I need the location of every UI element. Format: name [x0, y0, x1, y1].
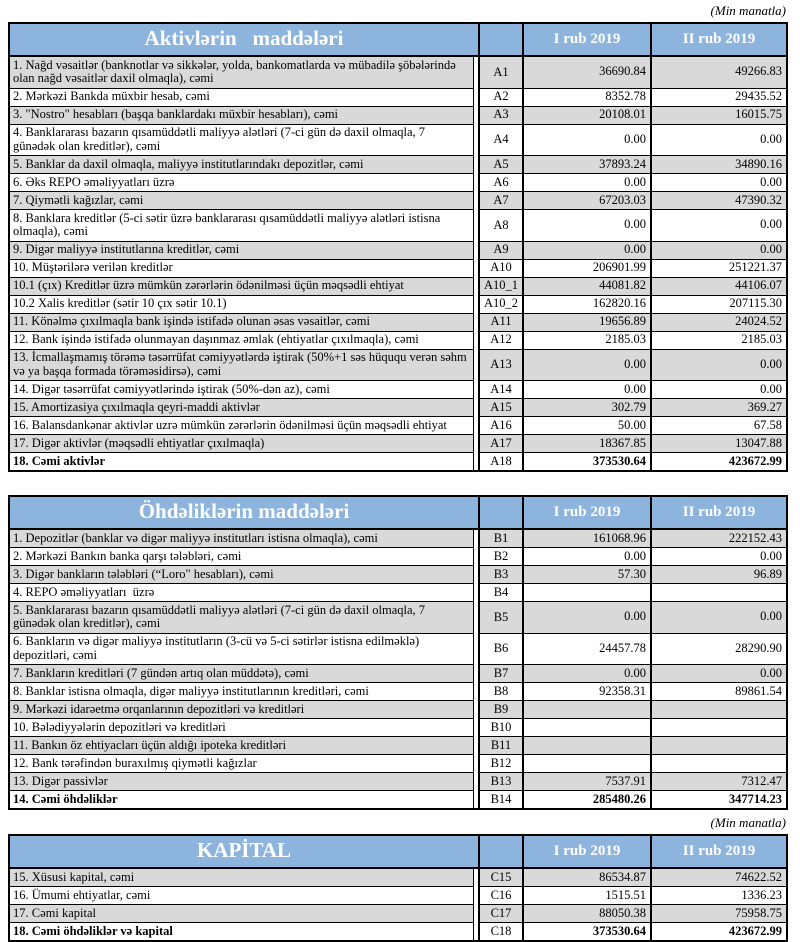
row-value-period1: 0.00 [523, 548, 651, 566]
table-row [9, 665, 787, 683]
table-row [9, 124, 787, 156]
row-value-period1: 67203.03 [523, 192, 651, 210]
table-row [9, 192, 787, 210]
row-value-period1: 8352.78 [523, 88, 651, 106]
row-code: A10 [479, 259, 523, 277]
assets-header-row [9, 23, 787, 56]
table-gap [8, 472, 786, 492]
row-value-period2 [651, 737, 787, 755]
row-description: 14. Digər təsərrüfat cəmiyyətlərində iştirak (50%-dən az), cəmi [9, 381, 473, 399]
liabilities-header-row [9, 496, 787, 529]
row-code: B8 [479, 683, 523, 701]
code-column-header [479, 835, 523, 868]
table-row [9, 755, 787, 773]
row-description: 2. Mərkəzi Bankın banka qarşı tələbləri, cəmi [9, 548, 473, 566]
period2-column-header: II rub 2019 [651, 835, 787, 868]
row-value-period2: 16015.75 [651, 106, 787, 124]
row-value-period2: 67.58 [651, 417, 787, 435]
row-value-period1: 0.00 [523, 174, 651, 192]
table-row [9, 719, 787, 737]
row-code: A16 [479, 417, 523, 435]
row-description: 17. Cəmi kapital [9, 905, 473, 923]
row-description: 9. Mərkəzi idarəetmə orqanlarının depozitləri və kreditləri [9, 701, 473, 719]
row-description: 15. Amortizasiya çıxılmaqla qeyri-maddi aktivlər [9, 399, 473, 417]
row-value-period2: 1336.23 [651, 887, 787, 905]
capital-title: KAPİTAL [9, 835, 479, 868]
row-value-period1 [523, 737, 651, 755]
row-value-period1: 19656.89 [523, 313, 651, 331]
row-value-period1: 161068.96 [523, 529, 651, 548]
row-value-period2: 207115.30 [651, 295, 787, 313]
table-row [9, 602, 787, 634]
table-row [9, 566, 787, 584]
row-code: A6 [479, 174, 523, 192]
table-row [9, 295, 787, 313]
row-value-period2: 347714.23 [651, 791, 787, 810]
row-value-period1: 24457.78 [523, 633, 651, 665]
row-description: 16. Balansdankənar aktivlər uzrə mümkün zərərlərin ödənilməsi üçün məqsədli ehtiyat [9, 417, 473, 435]
table-row [9, 417, 787, 435]
row-code: C18 [479, 923, 523, 942]
row-description: 3. Digər bankların tələbləri (“Loro" hesabları), cəmi [9, 566, 473, 584]
liabilities-title: Öhdəliklərin maddələri [9, 496, 479, 529]
row-description: 5. Banklar da daxil olmaqla, maliyyə institutlarındakı depozitlər, cəmi [9, 156, 473, 174]
row-code: B11 [479, 737, 523, 755]
row-code: C17 [479, 905, 523, 923]
table-row [9, 701, 787, 719]
row-description: 7. Bankların kreditləri (7 gündən artıq olan müddətə), cəmi [9, 665, 473, 683]
row-description: 8. Banklar istisna olmaqla, digər maliyyə institutlarının kreditləri, cəmi [9, 683, 473, 701]
row-description: 10.1 (çıx) Kreditlər üzrə mümkün zərərlərin ödənilməsi üçün məqsədli ehtiyat [9, 277, 473, 295]
row-value-period2: 2185.03 [651, 331, 787, 349]
table-row [9, 156, 787, 174]
row-description: 1. Nağd vəsaitlər (banknotlar və sikkələr, yolda, bankomatlarda və mübadilə şöbələrində olan nağd vəsaitlər daxil olmaqla), cəmi [9, 56, 473, 88]
row-value-period1: 0.00 [523, 241, 651, 259]
row-value-period2: 0.00 [651, 241, 787, 259]
row-description: 5. Banklararası bazarın qısamüddətli maliyyə alətləri (7-ci gün də daxil olmaqla, 7 günədək olan kreditlər), cəmi [9, 602, 473, 634]
row-value-period1: 0.00 [523, 349, 651, 381]
period1-column-header: I rub 2019 [523, 496, 651, 529]
row-value-period2: 0.00 [651, 349, 787, 381]
row-value-period1 [523, 755, 651, 773]
row-value-period1: 88050.38 [523, 905, 651, 923]
row-value-period1: 57.30 [523, 566, 651, 584]
row-code: A10_2 [479, 295, 523, 313]
row-description: 6. Bankların və digər maliyyə institutların (3-cü və 5-ci sətirlər istisna edilməklə) depozitləri, cəmi [9, 633, 473, 665]
row-description: 7. Qiymətli kağızlar, cəmi [9, 192, 473, 210]
row-code: A12 [479, 331, 523, 349]
row-description: 11. Könəlmə çıxılmaqla bank işində istifadə olunan əsas vəsaitlər, cəmi [9, 313, 473, 331]
period2-column-header: II rub 2019 [651, 23, 787, 56]
table-row [9, 349, 787, 381]
row-value-period1: 0.00 [523, 602, 651, 634]
table-row [9, 923, 787, 942]
row-code: B14 [479, 791, 523, 810]
table-row [9, 259, 787, 277]
table-row [9, 905, 787, 923]
table-row [9, 399, 787, 417]
row-value-period2: 0.00 [651, 665, 787, 683]
row-value-period1: 302.79 [523, 399, 651, 417]
row-code: A17 [479, 435, 523, 453]
row-value-period1: 373530.64 [523, 923, 651, 942]
row-description: 13. İcmallaşmamış törəmə təsərrüfat cəmiyyətlərdə iştirak (50%+1 səs hüququ verən səhm və ya başqa formada törəməsidirsə), cəmi [9, 349, 473, 381]
row-value-period2: 369.27 [651, 399, 787, 417]
row-description: 13. Digər passivlər [9, 773, 473, 791]
table-row [9, 56, 787, 88]
row-value-period1: 7537.91 [523, 773, 651, 791]
row-value-period1: 0.00 [523, 665, 651, 683]
row-value-period2: 47390.32 [651, 192, 787, 210]
row-description: 10. Müştərilərə verilən kreditlər [9, 259, 473, 277]
row-value-period1 [523, 701, 651, 719]
table-row [9, 331, 787, 349]
row-value-period1: 162820.16 [523, 295, 651, 313]
assets-table [8, 22, 788, 472]
row-value-period1: 1515.51 [523, 887, 651, 905]
row-value-period2 [651, 584, 787, 602]
row-code: A18 [479, 453, 523, 472]
row-value-period2: 29435.52 [651, 88, 787, 106]
code-column-header [479, 496, 523, 529]
row-code: A5 [479, 156, 523, 174]
row-code: A7 [479, 192, 523, 210]
table-row [9, 277, 787, 295]
table-row [9, 584, 787, 602]
row-value-period2: 96.89 [651, 566, 787, 584]
row-code: B2 [479, 548, 523, 566]
row-code: A3 [479, 106, 523, 124]
table-row [9, 381, 787, 399]
row-value-period1: 37893.24 [523, 156, 651, 174]
table-row [9, 241, 787, 259]
row-value-period2: 0.00 [651, 210, 787, 242]
row-value-period2 [651, 701, 787, 719]
row-value-period1: 0.00 [523, 124, 651, 156]
row-value-period2: 89861.54 [651, 683, 787, 701]
row-code: B6 [479, 633, 523, 665]
row-value-period1: 0.00 [523, 210, 651, 242]
row-code: B1 [479, 529, 523, 548]
table-row [9, 453, 787, 472]
row-value-period1: 18367.85 [523, 435, 651, 453]
row-value-period2: 34890.16 [651, 156, 787, 174]
row-description: 18. Cəmi aktivlər [9, 453, 473, 472]
capital-header-row [9, 835, 787, 868]
row-value-period2 [651, 719, 787, 737]
row-code: B9 [479, 701, 523, 719]
unit-note-top: (Min manatla) [710, 3, 786, 18]
row-code: C16 [479, 887, 523, 905]
row-description: 14. Cəmi öhdəliklər [9, 791, 473, 810]
liabilities-table [8, 495, 788, 810]
row-description: 10. Bələdiyyələrin depozitləri və kreditləri [9, 719, 473, 737]
row-value-period1: 373530.64 [523, 453, 651, 472]
table-row [9, 773, 787, 791]
row-description: 9. Digər maliyyə institutlarına kreditlər, cəmi [9, 241, 473, 259]
row-description: 1. Depozitlər (banklar və digər maliyyə institutları istisna olmaqla), cəmi [9, 529, 473, 548]
row-code: C15 [479, 868, 523, 887]
period1-column-header: I rub 2019 [523, 835, 651, 868]
row-description: 12. Bank işində istifadə olunmayan daşınmaz əmlak (ehtiyatlar çıxılmaqla), cəmi [9, 331, 473, 349]
row-value-period2: 0.00 [651, 602, 787, 634]
row-code: A15 [479, 399, 523, 417]
row-value-period2: 44106.07 [651, 277, 787, 295]
row-value-period2: 0.00 [651, 124, 787, 156]
row-value-period2: 423672.99 [651, 923, 787, 942]
row-value-period1 [523, 719, 651, 737]
table-row [9, 548, 787, 566]
row-code: B7 [479, 665, 523, 683]
row-value-period2: 0.00 [651, 381, 787, 399]
row-description: 15. Xüsusi kapital, cəmi [9, 868, 473, 887]
row-code: A1 [479, 56, 523, 88]
row-value-period1: 50.00 [523, 417, 651, 435]
table-row [9, 435, 787, 453]
row-value-period1: 92358.31 [523, 683, 651, 701]
row-value-period2: 251221.37 [651, 259, 787, 277]
period2-column-header: II rub 2019 [651, 496, 787, 529]
row-description: 4. Banklararası bazarın qısamüddətli maliyyə alətləri (7-ci gün də daxil olmaqla, 7 günədək olan kreditlər), cəmi [9, 124, 473, 156]
row-code: B5 [479, 602, 523, 634]
row-description: 17. Digər aktivlər (məqsədli ehtiyatlar çıxılmaqla) [9, 435, 473, 453]
table-row [9, 174, 787, 192]
row-description: 3. "Nostro" hesabları (başqa banklardakı müxbir hesabları), cəmi [9, 106, 473, 124]
table-row [9, 737, 787, 755]
table-row [9, 529, 787, 548]
row-value-period1: 44081.82 [523, 277, 651, 295]
row-value-period1: 20108.01 [523, 106, 651, 124]
row-code: A9 [479, 241, 523, 259]
row-code: B13 [479, 773, 523, 791]
row-code: B12 [479, 755, 523, 773]
capital-table [8, 834, 788, 942]
row-description: 2. Mərkəzi Bankda müxbir hesab, cəmi [9, 88, 473, 106]
row-value-period2: 75958.75 [651, 905, 787, 923]
row-description: 10.2 Xalis kreditlər (sətir 10 çıx sətir 10.1) [9, 295, 473, 313]
row-description: 6. Əks REPO əməliyyatları üzrə [9, 174, 473, 192]
table-row [9, 88, 787, 106]
row-description: 18. Cəmi öhdəliklər və kapital [9, 923, 473, 942]
row-code: B3 [479, 566, 523, 584]
table-row [9, 106, 787, 124]
row-value-period2: 13047.88 [651, 435, 787, 453]
row-value-period1: 2185.03 [523, 331, 651, 349]
row-code: A13 [479, 349, 523, 381]
row-value-period1: 285480.26 [523, 791, 651, 810]
table-row [9, 313, 787, 331]
row-value-period2 [651, 755, 787, 773]
unit-note-capital: (Min manatla) [710, 815, 786, 830]
table-row [9, 683, 787, 701]
row-description: 4. REPO əməliyyatları üzrə [9, 584, 473, 602]
row-value-period2: 24024.52 [651, 313, 787, 331]
row-code: A11 [479, 313, 523, 331]
row-value-period2: 0.00 [651, 174, 787, 192]
assets-title: Aktivlərin maddələri [9, 23, 479, 56]
row-description: 11. Bankın öz ehtiyacları üçün aldığı ipoteka kreditləri [9, 737, 473, 755]
row-description: 16. Ümumi ehtiyatlar, cəmi [9, 887, 473, 905]
row-value-period2: 7312.47 [651, 773, 787, 791]
table-row [9, 791, 787, 810]
row-value-period2: 28290.90 [651, 633, 787, 665]
row-code: A2 [479, 88, 523, 106]
row-value-period1 [523, 584, 651, 602]
row-code: A10_1 [479, 277, 523, 295]
row-code: B4 [479, 584, 523, 602]
row-value-period1: 206901.99 [523, 259, 651, 277]
code-column-header [479, 23, 523, 56]
row-code: B10 [479, 719, 523, 737]
row-value-period2: 222152.43 [651, 529, 787, 548]
table-row [9, 868, 787, 887]
row-value-period2: 49266.83 [651, 56, 787, 88]
row-value-period2: 0.00 [651, 548, 787, 566]
row-value-period1: 0.00 [523, 381, 651, 399]
row-value-period1: 86534.87 [523, 868, 651, 887]
row-code: A8 [479, 210, 523, 242]
period1-column-header: I rub 2019 [523, 23, 651, 56]
row-value-period2: 74622.52 [651, 868, 787, 887]
table-row [9, 633, 787, 665]
row-description: 8. Banklara kreditlər (5-ci sətir üzrə banklararası qısamüddətli maliyyə alətləri istisna olmaqla), cəmi [9, 210, 473, 242]
row-value-period1: 36690.84 [523, 56, 651, 88]
row-code: A14 [479, 381, 523, 399]
row-code: A4 [479, 124, 523, 156]
table-row [9, 210, 787, 242]
row-description: 12. Bank tərəfindən buraxılmış qiymətli kağızlar [9, 755, 473, 773]
row-value-period2: 423672.99 [651, 453, 787, 472]
